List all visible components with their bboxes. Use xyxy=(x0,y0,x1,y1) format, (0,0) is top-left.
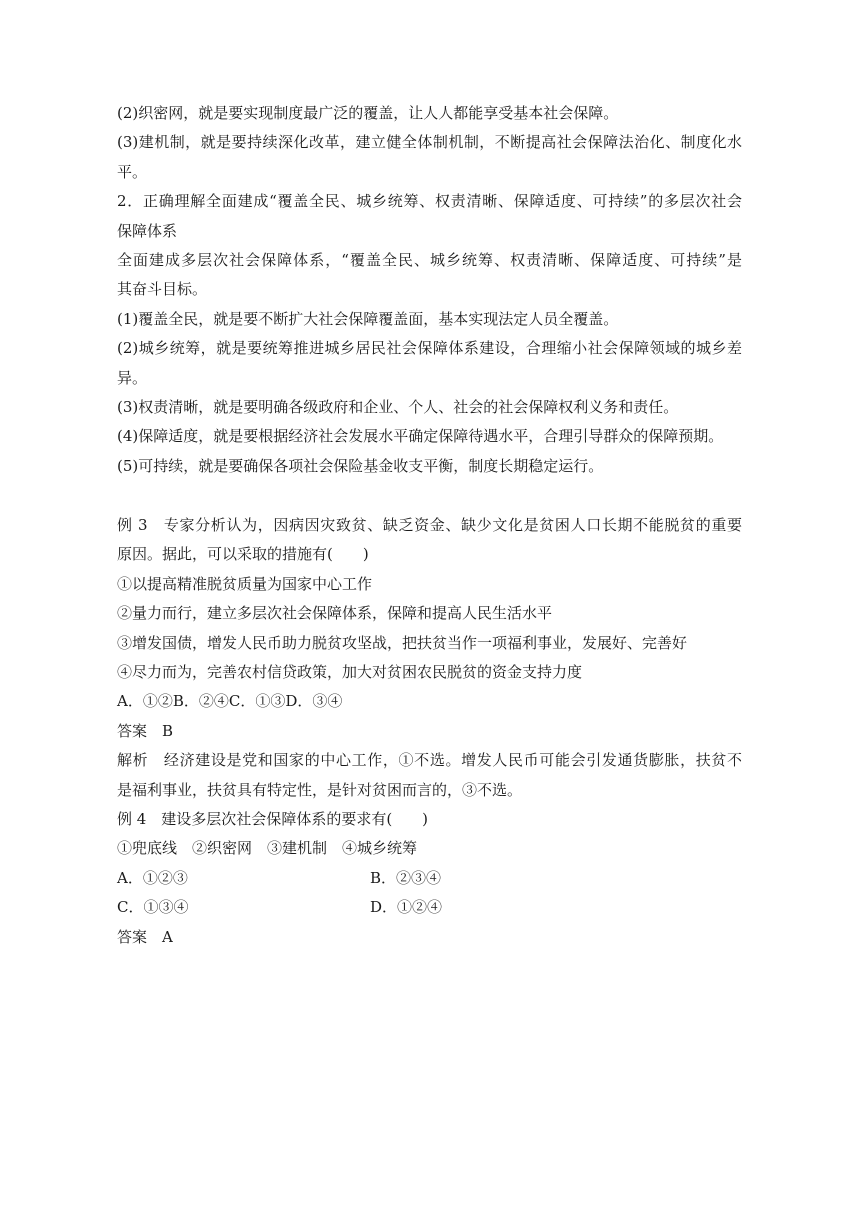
list-item-moderate-protection: (4)保障适度，就是要根据经济社会发展水平确定保障待遇水平，合理引导群众的保障预期。 xyxy=(117,427,724,446)
example3-option-4: ④尽力而为，完善农村信贷政策，加大对贫困农民脱贫的资金支持力度 xyxy=(117,663,583,682)
list-item-urban-rural-line2: 异。 xyxy=(117,368,148,387)
example3-option-3: ③增发国债，增发人民币助力脱贫攻坚战，把扶贫当作一项福利事业，发展好、完善好 xyxy=(117,633,688,652)
section-heading-line1: 2．正确理解全面建成“覆盖全民、城乡统筹、权责清晰、保障适度、可持续”的多层次社会 xyxy=(117,192,742,211)
list-item-sustainable: (5)可持续，就是要确保各项社会保险基金收支平衡，制度长期稳定运行。 xyxy=(117,456,604,475)
paragraph-weave-net: (2)织密网，就是要实现制度最广泛的覆盖，让人人都能享受基本社会保障。 xyxy=(117,104,619,122)
example4-stem: 例 4 建设多层次社会保障体系的要求有( ) xyxy=(117,809,429,828)
example4-choice-d: D．①②④ xyxy=(370,898,443,917)
paragraph-build-mechanism-line1: (3)建机制，就是要持续深化改革，建立健全体制机制，不断提高社会保障法治化、制度化水 xyxy=(117,133,742,152)
section-intro-line2: 其奋斗目标。 xyxy=(117,280,208,299)
example4-choice-c: C．①③④ xyxy=(117,898,189,917)
example3-stem-line1: 例 3 专家分析认为，因病因灾致贫、缺乏资金、缺少文化是贫困人口长期不能脱贫的重要 xyxy=(117,516,742,535)
example4-choice-b: B．②③④ xyxy=(370,868,442,887)
example3-choices: A．①②B．②④C．①③D．③④ xyxy=(117,692,343,711)
example4-choice-row-2 xyxy=(117,893,742,922)
example3-analysis-line1: 解析 经济建设是党和国家的中心工作，①不选。增发人民币可能会引发通货膨胀，扶贫不 xyxy=(117,751,742,770)
example3-option-2: ②量力而行，建立多层次社会保障体系，保障和提高人民生活水平 xyxy=(117,604,553,623)
example4-answer: 答案 A xyxy=(117,927,173,946)
section-intro-line1: 全面建成多层次社会保障体系，“覆盖全民、城乡统筹、权责清晰、保障适度、可持续”是 xyxy=(117,250,742,269)
paragraph-build-mechanism-line2: 平。 xyxy=(117,162,148,181)
example4-choice-a: A．①②③ xyxy=(117,868,188,887)
example4-items: ①兜底线 ②织密网 ③建机制 ④城乡统筹 xyxy=(117,839,418,858)
example4-choice-row-1 xyxy=(117,864,742,893)
example3-stem-line2: 原因。据此，可以采取的措施有( ) xyxy=(117,545,369,564)
section-heading-line2: 保障体系 xyxy=(117,221,178,240)
list-item-clear-responsibility: (3)权责清晰，就是要明确各级政府和企业、个人、社会的社会保障权利义务和责任。 xyxy=(117,397,679,416)
list-item-urban-rural-line1: (2)城乡统筹，就是要统筹推进城乡居民社会保障体系建设，合理缩小社会保障领域的城乡差 xyxy=(117,339,742,358)
document-body xyxy=(117,99,742,952)
list-item-cover-all: (1)覆盖全民，就是要不断扩大社会保障覆盖面，基本实现法定人员全覆盖。 xyxy=(117,309,619,328)
section-gap xyxy=(117,481,742,511)
example3-option-1: ①以提高精准脱贫质量为国家中心工作 xyxy=(117,574,373,593)
example3-analysis-line2: 是福利事业，扶贫具有特定性，是针对贫困而言的，③不选。 xyxy=(117,780,523,799)
example3-answer: 答案 B xyxy=(117,721,174,740)
